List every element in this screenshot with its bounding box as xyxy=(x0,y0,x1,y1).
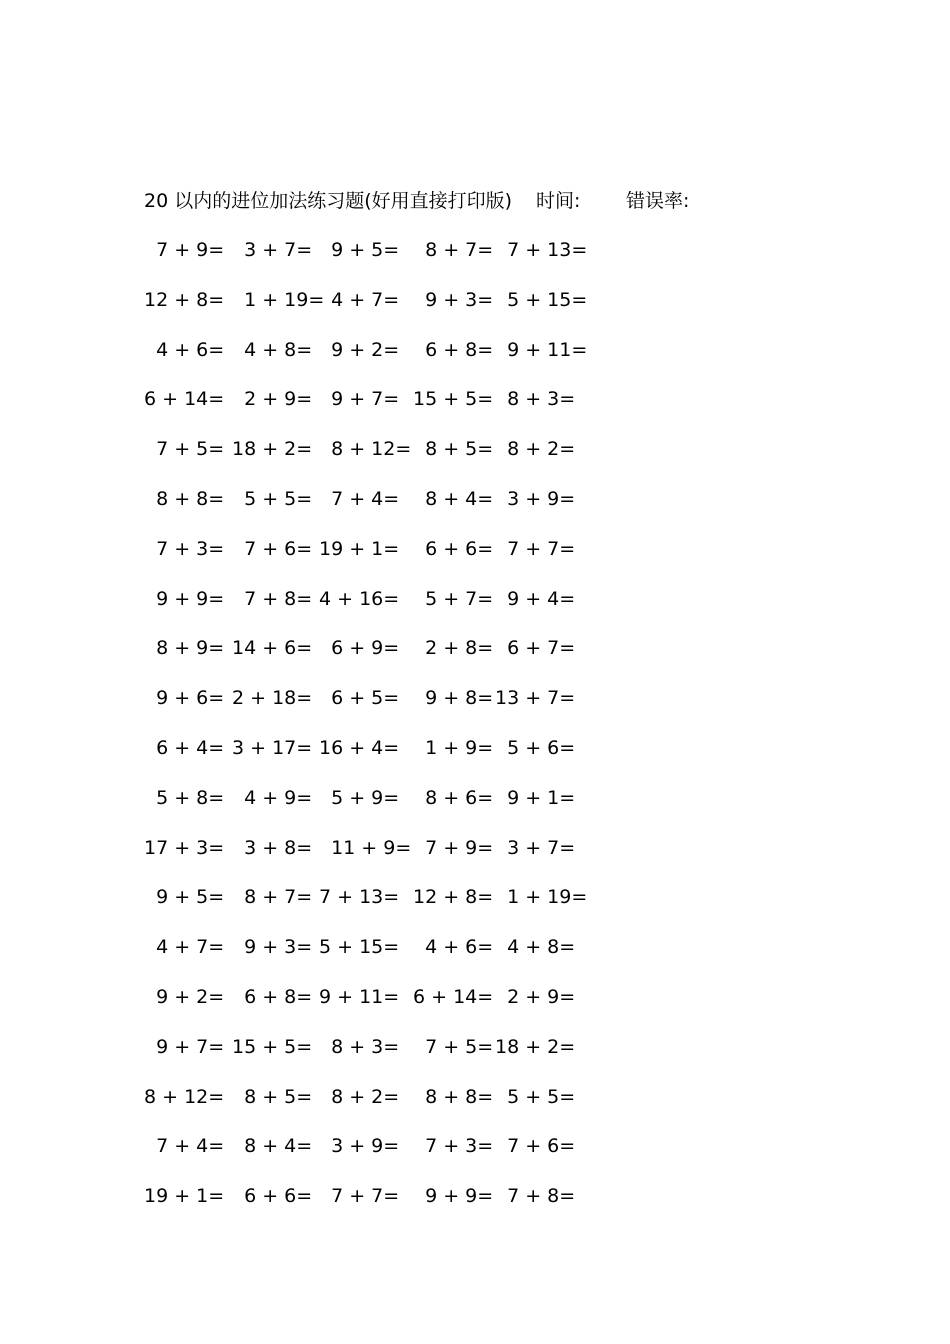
addition-problem: 9 + 4= xyxy=(495,587,576,610)
addition-problem: 18 + 2= xyxy=(495,1035,576,1058)
addition-problem: 9 + 1= xyxy=(495,786,576,809)
addition-problem: 6 + 8= xyxy=(232,985,313,1008)
addition-problem: 3 + 7= xyxy=(495,836,576,859)
addition-problem: 5 + 6= xyxy=(495,736,576,759)
addition-problem: 4 + 7= xyxy=(319,288,400,311)
addition-problem: 4 + 9= xyxy=(232,786,313,809)
addition-problem: 4 + 6= xyxy=(413,936,494,959)
addition-problem: 7 + 8= xyxy=(495,1185,576,1208)
addition-problem: 8 + 4= xyxy=(413,487,494,510)
addition-problem: 4 + 7= xyxy=(144,936,225,959)
addition-problem: 8 + 12= xyxy=(144,1085,225,1108)
addition-problem: 4 + 16= xyxy=(319,587,400,610)
time-label: 时间: xyxy=(536,190,581,212)
addition-problem: 6 + 8= xyxy=(413,338,494,361)
addition-problem: 9 + 11= xyxy=(495,338,588,361)
addition-problem: 3 + 9= xyxy=(495,487,576,510)
addition-problem: 7 + 9= xyxy=(413,836,494,859)
addition-problem: 5 + 9= xyxy=(319,786,400,809)
addition-problem: 9 + 9= xyxy=(413,1185,494,1208)
problem-row xyxy=(144,1079,664,1129)
addition-problem: 9 + 2= xyxy=(319,338,400,361)
addition-problem: 7 + 4= xyxy=(144,1135,225,1158)
problem-row xyxy=(144,979,664,1029)
addition-problem: 7 + 13= xyxy=(495,239,588,261)
addition-problem: 2 + 18= xyxy=(232,687,313,710)
addition-problem: 5 + 8= xyxy=(144,786,225,809)
addition-problem: 8 + 5= xyxy=(232,1085,313,1108)
addition-problem: 9 + 8= xyxy=(413,687,494,710)
addition-problem: 5 + 15= xyxy=(319,936,400,959)
addition-problem: 5 + 5= xyxy=(495,1085,576,1108)
addition-problem: 15 + 5= xyxy=(232,1035,313,1058)
addition-problem: 7 + 7= xyxy=(319,1185,400,1208)
worksheet-header xyxy=(144,186,784,216)
addition-problem: 8 + 3= xyxy=(495,388,576,411)
problem-row xyxy=(144,1029,664,1079)
addition-problem: 8 + 8= xyxy=(144,487,225,510)
addition-problem: 9 + 2= xyxy=(144,985,225,1008)
addition-problem: 5 + 5= xyxy=(232,487,313,510)
problem-row xyxy=(144,630,664,680)
addition-problem: 9 + 3= xyxy=(413,288,494,311)
addition-problem: 11 + 9= xyxy=(319,836,412,859)
addition-problem: 7 + 7= xyxy=(495,537,576,560)
addition-problem: 4 + 8= xyxy=(495,936,576,959)
addition-problem: 8 + 6= xyxy=(413,786,494,809)
problem-row xyxy=(144,581,664,631)
addition-problem: 9 + 7= xyxy=(144,1035,225,1058)
addition-problem: 7 + 9= xyxy=(144,239,225,261)
addition-problem: 8 + 4= xyxy=(232,1135,313,1158)
problem-row xyxy=(144,1178,664,1228)
problem-grid xyxy=(144,232,664,1228)
addition-problem: 6 + 5= xyxy=(319,687,400,710)
addition-problem: 7 + 4= xyxy=(319,487,400,510)
addition-problem: 7 + 13= xyxy=(319,886,400,909)
addition-problem: 3 + 8= xyxy=(232,836,313,859)
addition-problem: 6 + 14= xyxy=(413,985,494,1008)
addition-problem: 9 + 5= xyxy=(144,886,225,909)
worksheet-title: 20 以内的进位加法练习题(好用直接打印版) xyxy=(144,190,513,212)
addition-problem: 6 + 7= xyxy=(495,637,576,660)
problem-row xyxy=(144,431,664,481)
addition-problem: 5 + 7= xyxy=(413,587,494,610)
addition-problem: 12 + 8= xyxy=(144,288,225,311)
addition-problem: 7 + 3= xyxy=(413,1135,494,1158)
addition-problem: 8 + 3= xyxy=(319,1035,400,1058)
problem-row xyxy=(144,780,664,830)
addition-problem: 17 + 3= xyxy=(144,836,225,859)
error-rate-label: 错误率: xyxy=(626,190,690,212)
problem-row xyxy=(144,282,664,332)
addition-problem: 18 + 2= xyxy=(232,438,313,461)
addition-problem: 6 + 4= xyxy=(144,736,225,759)
addition-problem: 6 + 14= xyxy=(144,388,225,411)
addition-problem: 2 + 8= xyxy=(413,637,494,660)
addition-problem: 2 + 9= xyxy=(495,985,576,1008)
addition-problem: 9 + 9= xyxy=(144,587,225,610)
addition-problem: 12 + 8= xyxy=(413,886,494,909)
addition-problem: 5 + 15= xyxy=(495,288,588,311)
addition-problem: 7 + 3= xyxy=(144,537,225,560)
addition-problem: 1 + 9= xyxy=(413,736,494,759)
addition-problem: 3 + 17= xyxy=(232,736,313,759)
addition-problem: 4 + 8= xyxy=(232,338,313,361)
addition-problem: 8 + 12= xyxy=(319,438,412,461)
problem-row xyxy=(144,730,664,780)
problem-row xyxy=(144,332,664,382)
addition-problem: 6 + 6= xyxy=(413,537,494,560)
addition-problem: 9 + 6= xyxy=(144,687,225,710)
addition-problem: 16 + 4= xyxy=(319,736,400,759)
problem-row xyxy=(144,381,664,431)
problem-row xyxy=(144,531,664,581)
addition-problem: 2 + 9= xyxy=(232,388,313,411)
addition-problem: 13 + 7= xyxy=(495,687,576,710)
problem-row xyxy=(144,929,664,979)
addition-problem: 7 + 5= xyxy=(413,1035,494,1058)
addition-problem: 8 + 2= xyxy=(495,438,576,461)
addition-problem: 19 + 1= xyxy=(144,1185,225,1208)
problem-row xyxy=(144,1128,664,1178)
addition-problem: 6 + 6= xyxy=(232,1185,313,1208)
addition-problem: 6 + 9= xyxy=(319,637,400,660)
addition-problem: 1 + 19= xyxy=(232,288,325,311)
problem-row xyxy=(144,232,664,282)
addition-problem: 7 + 6= xyxy=(232,537,313,560)
addition-problem: 7 + 6= xyxy=(495,1135,576,1158)
addition-problem: 8 + 5= xyxy=(413,438,494,461)
addition-problem: 7 + 8= xyxy=(232,587,313,610)
addition-problem: 9 + 11= xyxy=(319,985,400,1008)
addition-problem: 3 + 9= xyxy=(319,1135,400,1158)
addition-problem: 9 + 7= xyxy=(319,388,400,411)
addition-problem: 1 + 19= xyxy=(495,886,588,909)
addition-problem: 4 + 6= xyxy=(144,338,225,361)
addition-problem: 8 + 7= xyxy=(232,886,313,909)
addition-problem: 19 + 1= xyxy=(319,537,400,560)
addition-problem: 8 + 7= xyxy=(413,239,494,261)
addition-problem: 9 + 5= xyxy=(319,239,400,261)
addition-problem: 7 + 5= xyxy=(144,438,225,461)
addition-problem: 8 + 2= xyxy=(319,1085,400,1108)
problem-row xyxy=(144,680,664,730)
addition-problem: 8 + 9= xyxy=(144,637,225,660)
problem-row xyxy=(144,879,664,929)
addition-problem: 14 + 6= xyxy=(232,637,313,660)
problem-row xyxy=(144,481,664,531)
addition-problem: 3 + 7= xyxy=(232,239,313,261)
addition-problem: 15 + 5= xyxy=(413,388,494,411)
problem-row xyxy=(144,830,664,880)
addition-problem: 8 + 8= xyxy=(413,1085,494,1108)
addition-problem: 9 + 3= xyxy=(232,936,313,959)
